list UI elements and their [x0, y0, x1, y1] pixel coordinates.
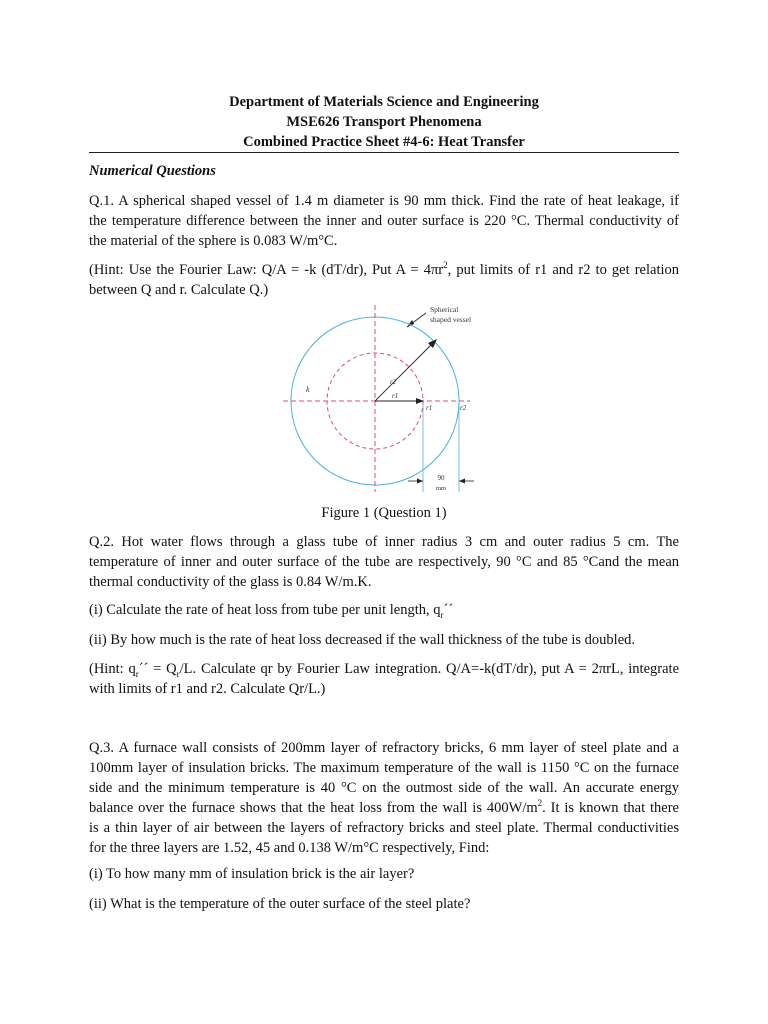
callout-label-2: shaped vessel	[430, 315, 472, 324]
q3-part-ii: (ii) What is the temperature of the outer surface of the steel plate?	[89, 896, 471, 912]
question-1-hint	[89, 260, 679, 300]
dim-value: 90	[437, 474, 445, 482]
figure-caption: Figure 1 (Question 1)	[321, 505, 447, 521]
department-title: Department of Materials Science and Engineering	[229, 94, 539, 110]
document-header	[89, 92, 679, 152]
course-title: MSE626 Transport Phenomena	[286, 114, 482, 130]
conductivity-label: k	[306, 385, 310, 394]
q3-line: is a thin layer of air between the layers of refractory bricks and steel plate. Thermal conductivities	[89, 820, 679, 836]
r1-axis-label: r1	[426, 404, 433, 412]
q2-hint-line: (Hint: $q_r´´ = Q_r/L$. Calculate qr by Fourier Law integration. Q/A=-k(dT/dr), put A = 2πrL, integrate	[89, 661, 679, 679]
question-2	[89, 532, 679, 592]
q1-hint-line: (Hint: Use the Fourier Law: Q/A = -k (dT/dr), Put $A = 4\pi r^2$, put limits of r1 and r2 to get relation	[89, 260, 679, 278]
q1-hint-line: between Q and r. Calculate Q.)	[89, 282, 269, 298]
header-divider	[89, 152, 679, 153]
q3-line: for the three layers are 1.52, 45 and 0.138 W/m°C respectively, Find:	[89, 840, 490, 856]
callout-label: Spherical	[430, 305, 459, 314]
q2-line: thermal conductivity of the glass is 0.84 W/m.K.	[89, 574, 372, 590]
question-1	[89, 191, 679, 251]
dim-arrowhead-left	[417, 479, 423, 484]
sphere-figure	[280, 300, 500, 495]
question-2-hint	[89, 659, 679, 699]
question-3	[89, 738, 679, 858]
q1-line: the temperature difference between the inner and outer surface is 220 °C. Thermal conductivity of	[89, 213, 679, 229]
q2-line: temperature of inner and outer surface of the tube are respectively, 90 °C and 85 °Cand the mean	[89, 554, 679, 570]
sheet-title: Combined Practice Sheet #4-6: Heat Transfer	[243, 134, 525, 150]
q2-part-i: (i) Calculate the rate of heat loss from tube per unit length, $q_r´´$	[89, 602, 454, 620]
r2-label: r2	[390, 378, 397, 386]
q1-line: the material of the sphere is 0.083 W/m°C.	[89, 233, 338, 249]
q3-line: balance over the furnace shows that the heat loss from the wall is $400W/m^2$. It is known that there	[89, 798, 679, 816]
q3-line: 100mm layer of insulation bricks. The maximum temperature of the wall is 1150 °C on the furnace	[89, 760, 679, 776]
q3-line: Q.3. A furnace wall consists of 200mm layer of refractory bricks, 6 mm layer of steel plate and a	[89, 740, 679, 756]
q2-hint-line: with limits of r1 and r2. Calculate Qr/L.)	[89, 681, 326, 697]
r2-arrow	[375, 342, 434, 401]
dim-unit: mm	[435, 485, 447, 492]
dim-arrowhead-right	[459, 479, 465, 484]
q2-line: Q.2. Hot water flows through a glass tube of inner radius 3 cm and outer radius 5 cm. The	[89, 534, 679, 550]
section-title: Numerical Questions	[89, 163, 216, 179]
q3-line: side and the minimum temperature is 40 °C on the outmost side of the wall. An accurate energy	[89, 780, 679, 796]
r1-label: r1	[392, 392, 399, 400]
q1-line: Q.1. A spherical shaped vessel of 1.4 m diameter is 90 mm thick. Find the rate of heat leakage, if	[89, 193, 679, 209]
q2-part-ii: (ii) By how much is the rate of heat loss decreased if the wall thickness of the tube is doubled.	[89, 632, 636, 648]
r2-axis-label: r2	[460, 404, 467, 412]
q3-part-i: (i) To how many mm of insulation brick is the air layer?	[89, 866, 415, 882]
